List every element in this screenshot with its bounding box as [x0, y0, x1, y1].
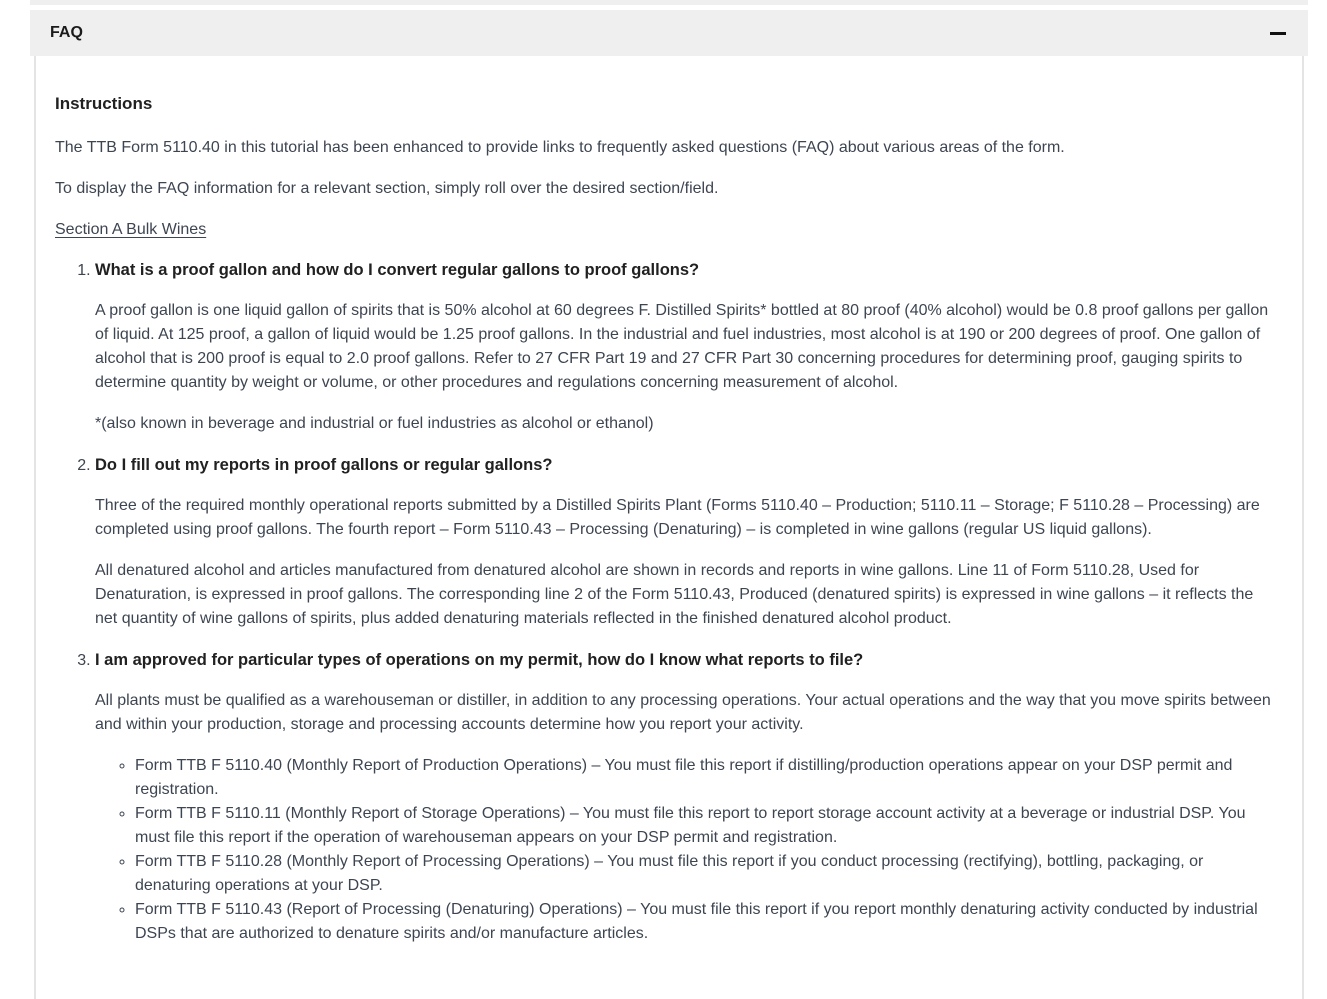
faq-answer-2-1: Three of the required monthly operational reports submitted by a Distilled Spirits Plant (Forms 5110.40 – Production; 5110.11 – Storage; F 5110.28 – Processing) are completed using proof gallons. The fourth report – Form 5110.43 – Processing (Denaturing) – is completed in wine gallons (regular US liquid gallons). [95, 497, 1260, 538]
faq-answer-3-1: All plants must be qualified as a warehouseman or distiller, in addition to any processing operations. Your actual operations and the way that you move spirits between and within your production, storage and processing accounts determine how you report your activity. [95, 692, 1271, 733]
faq-item-3 [95, 648, 1278, 946]
faq-body [34, 56, 1304, 999]
minus-icon [1270, 32, 1286, 35]
faq-item-1 [95, 258, 1278, 436]
report-list-item-1: ◦ Form TTB F 5110.40 (Monthly Report of Production Operations) – You must file this report if distilling/production operations appear on your DSP permit and registration. [135, 754, 1278, 802]
instructions-heading: Instructions [55, 94, 153, 113]
faq-accordion-panel [30, 10, 1308, 999]
faq-accordion-header[interactable] [30, 10, 1308, 56]
section-a-bulk-wines-link[interactable]: Section A Bulk Wines [55, 221, 207, 238]
report-list [95, 754, 1278, 946]
faq-answer-1-footnote: *(also known in beverage and industrial or fuel industries as alcohol or ethanol) [95, 415, 654, 432]
faq-list [55, 258, 1278, 946]
report-list-item-3: ◦ Form TTB F 5110.28 (Monthly Report of Processing Operations) – You must file this report if you conduct processing (rectifying), bottling, packaging, or denaturing operations at your DSP. [135, 850, 1278, 898]
faq-question-1: 1. What is a proof gallon and how do I convert regular gallons to proof gallons? [95, 261, 700, 279]
faq-question-3: 3. I am approved for particular types of operations on my permit, how do I know what reports to file? [95, 651, 864, 669]
faq-item-2 [95, 453, 1278, 631]
collapsed-panel-edge [30, 0, 1308, 5]
faq-question-2: 2. Do I fill out my reports in proof gallons or regular gallons? [95, 456, 553, 474]
intro-paragraph-2: To display the FAQ information for a relevant section, simply roll over the desired section/field. [55, 180, 719, 197]
report-list-item-2: ◦ Form TTB F 5110.11 (Monthly Report of Storage Operations) – You must file this report to report storage account activity at a beverage or industrial DSP. You must file this report if the operation of warehouseman appears on your DSP permit and registration. [135, 802, 1278, 850]
faq-title: FAQ [50, 24, 83, 41]
intro-paragraph-1: The TTB Form 5110.40 in this tutorial has been enhanced to provide links to frequently asked questions (FAQ) about various areas of the form. [55, 139, 1065, 156]
collapse-button[interactable] [1270, 28, 1286, 39]
faq-answer-1-1: A proof gallon is one liquid gallon of spirits that is 50% alcohol at 60 degrees F. Distilled Spirits* bottled at 80 proof (40% alcohol) would be 0.8 proof gallons per gallon of liquid. At 125 proof, a gallon of liquid would be 1.25 proof gallons. In the industrial and fuel industries, most alcohol is at 190 or 200 degrees of proof. One gallon of alcohol that is 200 proof is equal to 2.0 proof gallons. Refer to 27 CFR Part 19 and 27 CFR Part 30 concerning procedures for determining proof, gauging spirits to determine quantity by weight or volume, or other procedures and regulations concerning measurement of alcohol. [95, 302, 1269, 391]
report-list-item-4: ◦ Form TTB F 5110.43 (Report of Processing (Denaturing) Operations) – You must file this report if you report monthly denaturing activity conducted by industrial DSPs that are authorized to denature spirits and/or manufacture articles. [135, 898, 1278, 946]
section-link-row [55, 218, 1278, 242]
faq-answer-2-2: All denatured alcohol and articles manufactured from denatured alcohol are shown in records and reports in wine gallons. Line 11 of Form 5110.28, Used for Denaturation, is expressed in proof gallons. The corresponding line 2 of the Form 5110.43, Produced (denatured spirits) is expressed in wine gallons – it reflects the net quantity of wine gallons of spirits, plus added denaturing materials reflected in the finished denatured alcohol product. [95, 562, 1254, 627]
